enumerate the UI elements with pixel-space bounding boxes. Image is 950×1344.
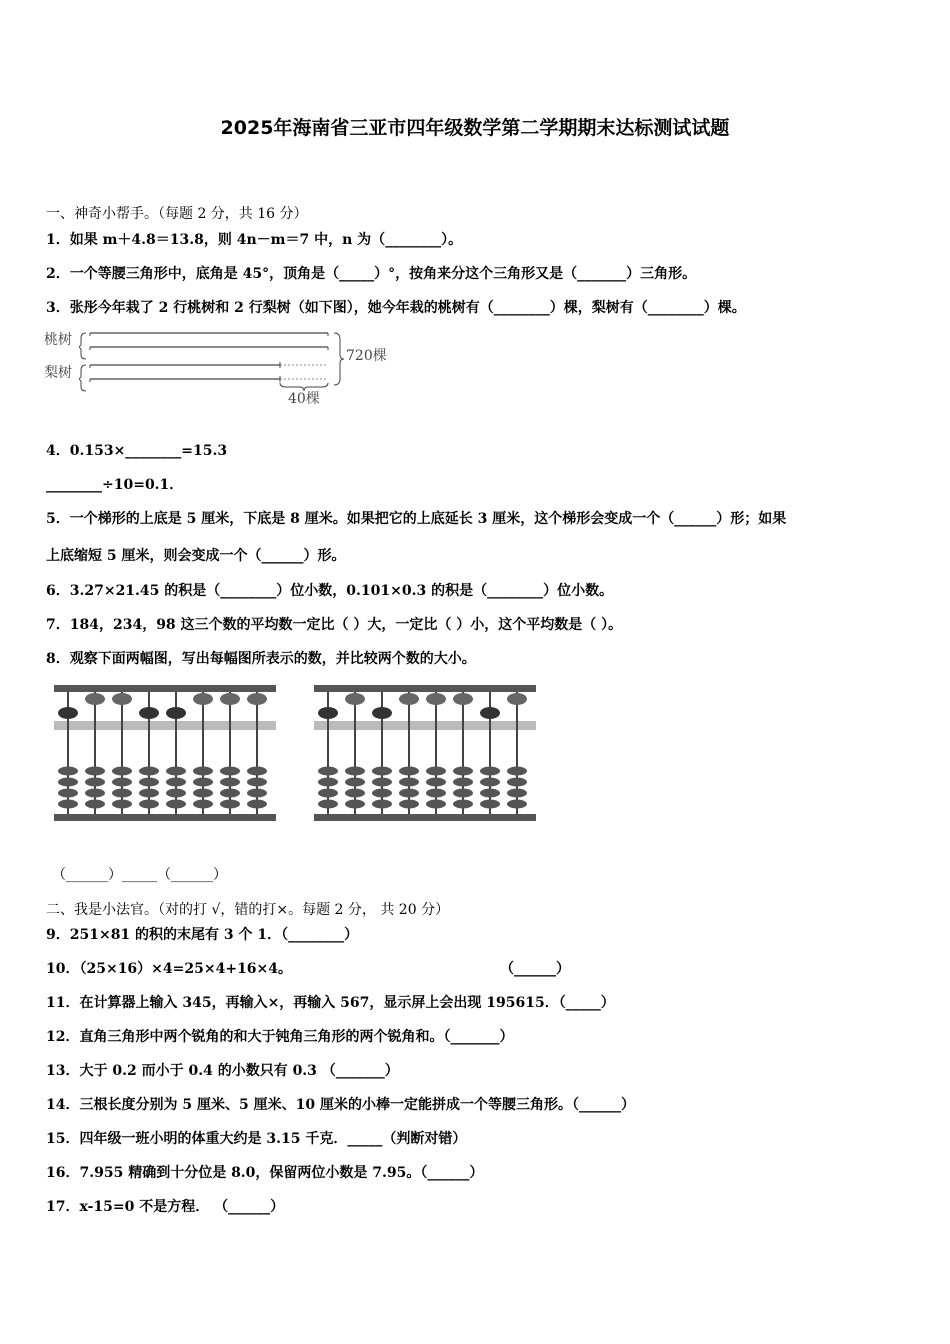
lower-bead — [58, 778, 78, 787]
lower-bead — [372, 789, 392, 798]
question-2: 2．一个等腰三角形中，底角是 45°，顶角是（_____）°，按角来分这个三角形又是（_______）三角形。 — [46, 266, 697, 282]
question-6: 6．3.27×21.45 的积是（________）位小数，0.101×0.3 的积是（________）位小数。 — [46, 583, 614, 599]
lower-bead — [426, 767, 446, 776]
lower-bead — [247, 778, 267, 787]
question-4a: 4．0.153×________=15.3 — [46, 443, 228, 459]
lower-bead — [372, 778, 392, 787]
lower-bead — [85, 778, 105, 787]
label-peach: 桃树 — [44, 332, 72, 348]
lower-bead — [139, 789, 159, 798]
question-7: 7．184，234，98 这三个数的平均数一定比（ ）大，一定比（ ）小，这个平均数是（ ）。 — [46, 617, 623, 633]
lower-bead — [58, 800, 78, 809]
lower-bead — [112, 767, 132, 776]
upper-bead — [193, 693, 213, 705]
lower-bead — [193, 767, 213, 776]
lower-bead — [426, 778, 446, 787]
lower-bead — [345, 800, 365, 809]
lower-bead — [507, 778, 527, 787]
lower-bead — [399, 789, 419, 798]
lower-bead — [480, 767, 500, 776]
upper-bead — [507, 693, 527, 705]
upper-bead — [220, 693, 240, 705]
question-4b: ________÷10=0.1． — [46, 477, 184, 493]
label-diff: 40棵 — [288, 391, 320, 407]
question-10: 10．（25×16）×4=25×4+16×4。 — [46, 961, 293, 977]
lower-bead — [507, 789, 527, 798]
question-5a: 5．一个梯形的上底是 5 厘米，下底是 8 厘米。如果把它的上底延长 3 厘米，这个梯形会变成一个（______）形；如果 — [46, 511, 787, 527]
question-15: 15．四年级一班小明的体重大约是 3.15 千克．_____（判断对错） — [46, 1131, 467, 1147]
upper-bead — [85, 693, 105, 705]
lower-bead — [112, 789, 132, 798]
upper-bead — [345, 693, 365, 705]
lower-bead — [112, 778, 132, 787]
abacus-beam — [54, 721, 276, 730]
lower-bead — [247, 800, 267, 809]
lower-bead — [112, 800, 132, 809]
lower-bead — [85, 789, 105, 798]
question-3: 3．张彤今年栽了 2 行桃树和 2 行梨树（如下图），她今年栽的桃树有（________）棵，梨树有（________）棵。 — [46, 300, 746, 316]
lower-bead — [318, 767, 338, 776]
lower-bead — [166, 789, 186, 798]
upper-bead — [139, 707, 159, 719]
page-title: 2025年海南省三亚市四年级数学第二学期期末达标测试试题 — [220, 117, 730, 139]
lower-bead — [453, 800, 473, 809]
question-12: 12．直角三角形中两个锐角的和大于钝角三角形的两个锐角和。（_______） — [46, 1029, 514, 1045]
lower-bead — [220, 767, 240, 776]
question-8: 8．观察下面两幅图，写出每幅图所表示的数，并比较两个数的大小。 — [46, 651, 476, 667]
question-11: 11．在计算器上输入 345，再输入×，再输入 567，显示屏上会出现 195615．（_____） — [46, 995, 615, 1011]
section-heading-1: 一、神奇小帮手。（每题 2 分，共 16 分） — [46, 206, 308, 222]
brace-pear — [80, 365, 87, 391]
upper-bead — [318, 707, 338, 719]
lower-bead — [193, 778, 213, 787]
lower-bead — [426, 789, 446, 798]
lower-bead — [345, 778, 365, 787]
lower-bead — [480, 789, 500, 798]
lower-bead — [139, 800, 159, 809]
question-14: 14．三根长度分别为 5 厘米、5 厘米、10 厘米的小棒一定能拼成一个等腰三角形。（______） — [46, 1097, 635, 1113]
upper-bead — [372, 707, 392, 719]
lower-bead — [193, 789, 213, 798]
lower-bead — [507, 767, 527, 776]
lower-bead — [139, 778, 159, 787]
lower-bead — [345, 789, 365, 798]
question-10-blank: （______） — [500, 961, 570, 977]
label-pear: 梨树 — [44, 365, 72, 381]
lower-bead — [85, 767, 105, 776]
lower-bead — [220, 778, 240, 787]
lower-bead — [58, 789, 78, 798]
lower-bead — [193, 800, 213, 809]
brace-peach — [80, 333, 87, 359]
lower-bead — [399, 778, 419, 787]
tree-diagram — [44, 325, 404, 410]
lower-bead — [399, 767, 419, 776]
lower-bead — [220, 789, 240, 798]
abacus-top-frame — [314, 685, 536, 692]
upper-bead — [58, 707, 78, 719]
lower-bead — [58, 767, 78, 776]
question-5b: 上底缩短 5 厘米，则会变成一个（______）形。 — [46, 548, 346, 564]
brace-diff — [280, 383, 328, 391]
upper-bead — [480, 707, 500, 719]
lower-bead — [399, 800, 419, 809]
lower-bead — [453, 789, 473, 798]
lower-bead — [345, 767, 365, 776]
lower-bead — [166, 778, 186, 787]
question-1: 1．如果 m＋4.8＝13.8，则 4n－m＝7 中，n 为（________）。 — [46, 232, 463, 248]
brace-total — [334, 333, 344, 385]
lower-bead — [247, 789, 267, 798]
lower-bead — [453, 767, 473, 776]
upper-bead — [112, 693, 132, 705]
abacus-right — [312, 683, 538, 823]
abacus-bottom-frame — [54, 814, 276, 821]
lower-bead — [426, 800, 446, 809]
lower-bead — [220, 800, 240, 809]
lower-bead — [318, 800, 338, 809]
lower-bead — [247, 767, 267, 776]
lower-bead — [139, 767, 159, 776]
question-9: 9．251×81 的积的末尾有 3 个 1．（________） — [46, 927, 359, 943]
upper-bead — [453, 693, 473, 705]
question-13: 13．大于 0.2 而小于 0.4 的小数只有 0.3 （_______） — [46, 1063, 399, 1079]
lower-bead — [480, 800, 500, 809]
abacus-left — [52, 683, 278, 823]
lower-bead — [507, 800, 527, 809]
lower-bead — [318, 789, 338, 798]
lower-bead — [318, 778, 338, 787]
abacus-top-frame — [54, 685, 276, 692]
lower-bead — [166, 767, 186, 776]
question-16: 16．7.955 精确到十分位是 8.0，保留两位小数是 7.95。（______） — [46, 1165, 484, 1181]
question-8-answer: （______）_____（______） — [52, 867, 227, 883]
question-17: 17．x-15=0 不是方程． （______） — [46, 1199, 285, 1215]
lower-bead — [372, 767, 392, 776]
abacus-bottom-frame — [314, 814, 536, 821]
upper-bead — [399, 693, 419, 705]
lower-bead — [166, 800, 186, 809]
upper-bead — [247, 693, 267, 705]
upper-bead — [426, 693, 446, 705]
lower-bead — [372, 800, 392, 809]
label-total: 720棵 — [346, 348, 387, 364]
section-heading-2: 二、我是小法官。（对的打 √，错的打×。每题 2 分， 共 20 分） — [46, 902, 450, 918]
upper-bead — [166, 707, 186, 719]
abacus-beam — [314, 721, 536, 730]
lower-bead — [480, 778, 500, 787]
lower-bead — [85, 800, 105, 809]
lower-bead — [453, 778, 473, 787]
